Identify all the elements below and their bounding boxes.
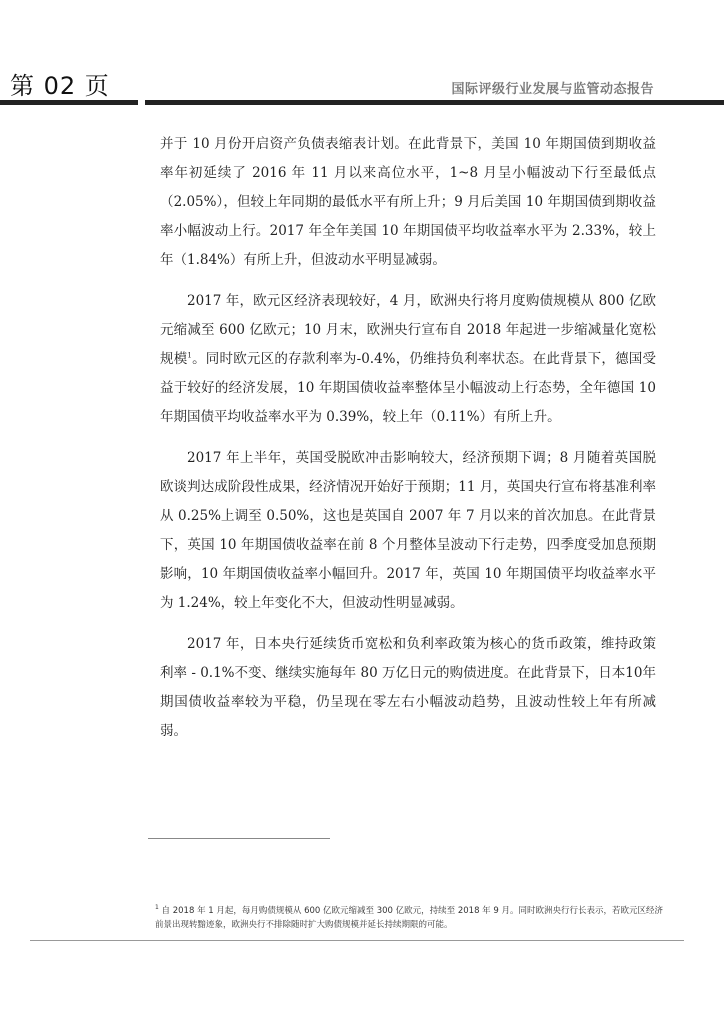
header-rule-left: [0, 100, 138, 105]
paragraph-uk: 2017 年上半年，英国受脱欧冲击影响较大，经济预期下调；8 月随着英国脱欧谈判达成阶段性成果，经济情况开始好于预期；11 月，英国央行宣布将基准利率从 0.25%上调至 0.50%，这也是英国自 2007 年 7 月以来的首次加息。在此背景下，英国 10 年期国债收益率在前 8 个月整体呈波动下行走势，四季度受加息预期影响，10 年期国债收益率小幅回升。2017 年，英国 10 年期国债平均收益率水平为 1.24%，较上年变化不大，但波动性明显减弱。: [160, 450, 656, 611]
paragraph-us: 并于 10 月份开启资产负债表缩表计划。在此背景下，美国 10 年期国债到期收益率年初延续了 2016 年 11 月以来高位水平，1~8 月呈小幅波动下行至最低点（2.05%），但较上年同期的最低水平有所上升；9 月后美国 10 年期国债到期收益率小幅波动上行。2017 年全年美国 10 年期国债平均收益率水平为 2.33%，较上年（1.84%）有所上升，但波动水平明显减弱。: [160, 136, 656, 268]
paragraph-eurozone-part1: 2017 年，欧元区经济表现较好，4 月，欧洲央行将月度购债规模从 800 亿欧元缩减至 600 亿欧元；10 月末，欧洲央行宣布自 2018 年起进一步缩减量化宽松规模: [160, 293, 656, 367]
header-rule-right: [145, 100, 724, 105]
footnote-marker: 1: [155, 904, 159, 912]
bottom-rule: [30, 940, 684, 941]
footnote-reference[interactable]: 1: [187, 351, 192, 360]
footnote-text: 自 2018 年 1 月起，每月购债规模从 600 亿欧元缩减至 300 亿欧元，持续至 2018 年 9 月。同时欧洲央行行长表示，若欧元区经济前景出现转黯迹象，欧洲央行不排除随时扩大购债规模并延长持续期限的可能。: [155, 906, 663, 930]
report-title: 国际评级行业发展与监管动态报告: [451, 82, 654, 97]
footnote-divider: [148, 838, 330, 839]
paragraph-eurozone: [160, 287, 656, 432]
footnote: [155, 904, 665, 932]
body-text: [160, 130, 656, 758]
paragraph-japan: 2017 年，日本央行延续货币宽松和负利率政策为核心的货币政策，维持政策利率 - 0.1%不变、继续实施每年 80 万亿日元的购债进度。在此背景下，日本10年期国债收益率较为平稳，仍呈现在零左右小幅波动趋势，且波动性较上年有所减弱。: [160, 636, 656, 739]
page-number: 第 02 页: [10, 72, 110, 100]
paragraph-eurozone-part2: 。同时欧元区的存款利率为-0.4%，仍维持负利率状态。在此背景下，德国受益于较好的经济发展，10 年期国债收益率整体呈小幅波动上行态势，全年德国 10 年期国债平均收益率水平为 0.39%，较上年（0.11%）有所上升。: [160, 351, 656, 425]
